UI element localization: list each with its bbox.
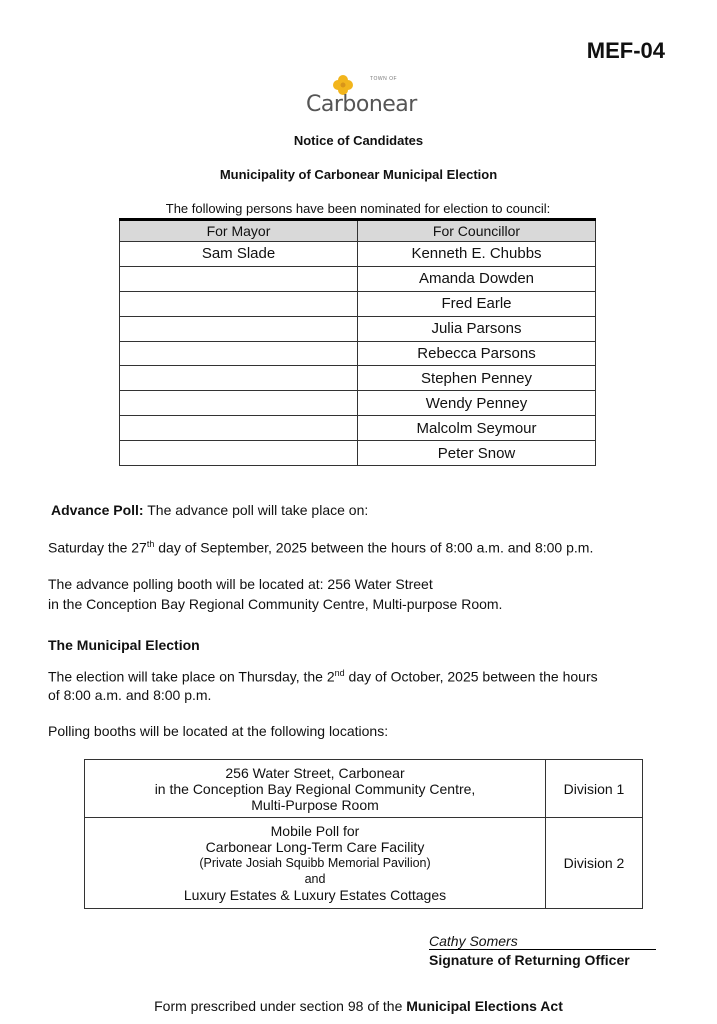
table-row	[120, 416, 596, 441]
table-row	[120, 366, 596, 391]
municipal-election-heading: The Municipal Election	[48, 637, 200, 653]
poll-1-line: in the Conception Bay Regional Community Centre,	[154, 780, 476, 797]
councillor-cell: Fred Earle	[358, 291, 596, 316]
councillor-cell: Peter Snow	[358, 441, 596, 466]
table-row	[120, 242, 596, 267]
page-title: Notice of Candidates	[293, 133, 424, 148]
table-row	[120, 266, 596, 291]
logo-town-text: TOWN OF	[370, 76, 398, 82]
mayor-cell	[120, 416, 358, 441]
header-mayor: For Mayor	[120, 220, 358, 242]
form-code: MEF-04	[586, 38, 665, 63]
poll-1-line: Multi-Purpose Room	[251, 796, 379, 813]
table-row	[85, 760, 643, 818]
poll-division-2: Division 2	[546, 818, 643, 909]
header-councillor: For Councillor	[358, 220, 596, 242]
councillor-cell: Stephen Penney	[358, 366, 596, 391]
town-logo	[306, 74, 417, 122]
intro-text: The following persons have been nominated for election to council:	[165, 201, 551, 216]
councillor-cell: Malcolm Seymour	[358, 416, 596, 441]
advance-location-line-2: in the Conception Bay Regional Community Centre, Multi-purpose Room.	[48, 596, 503, 612]
poll-2-line: (Private Josiah Squibb Memorial Pavilion)	[199, 856, 431, 870]
mayor-cell	[120, 366, 358, 391]
mayor-cell	[120, 441, 358, 466]
returning-officer-name: Cathy Somers	[429, 933, 656, 950]
poll-location-1	[85, 760, 546, 818]
table-row	[120, 316, 596, 341]
election-date-line-2: of 8:00 a.m. and 8:00 p.m.	[48, 687, 212, 703]
councillor-cell: Amanda Dowden	[358, 266, 596, 291]
table-row	[120, 391, 596, 416]
poll-location-2	[85, 818, 546, 909]
election-date-sup: nd	[334, 668, 345, 678]
advance-poll-label: Advance Poll:	[51, 502, 144, 518]
mayor-cell	[120, 341, 358, 366]
election-date-line-1	[48, 668, 598, 685]
table-header-row	[120, 220, 596, 242]
poll-2-line: Luxury Estates & Luxury Estates Cottages	[183, 887, 447, 903]
footer-act: Municipal Elections Act	[406, 998, 563, 1014]
advance-poll-date	[48, 539, 593, 556]
poll-2-line: Mobile Poll for	[270, 823, 360, 839]
table-row	[120, 441, 596, 466]
mayor-cell: Sam Slade	[120, 242, 358, 267]
advance-date-sup: th	[146, 539, 155, 549]
footer-text	[0, 998, 717, 1014]
advance-location-line-1: The advance polling booth will be located at: 256 Water Street	[48, 576, 433, 592]
mayor-cell	[120, 291, 358, 316]
logo-name: Carbonear	[306, 92, 417, 117]
footer-prefix: Form prescribed under section 98 of the	[154, 998, 407, 1014]
election-date-pre: The election will take place on Thursday, the 2	[48, 668, 335, 685]
poll-1-line: 256 Water Street, Carbonear	[225, 764, 405, 781]
advance-poll-text: The advance poll will take place on:	[147, 502, 369, 518]
candidates-table	[119, 218, 596, 466]
poll-2-line: and	[304, 872, 326, 886]
table-row	[120, 291, 596, 316]
table-row	[120, 341, 596, 366]
poll-division-1: Division 1	[546, 760, 643, 818]
councillor-cell: Kenneth E. Chubbs	[358, 242, 596, 267]
advance-poll-intro	[51, 502, 368, 518]
polling-locations-table	[84, 759, 643, 909]
mayor-cell	[120, 266, 358, 291]
page-subtitle: Municipality of Carbonear Municipal Election	[219, 167, 498, 182]
mayor-cell	[120, 316, 358, 341]
election-date-post: day of October, 2025 between the hours	[344, 668, 598, 685]
poll-2-line: Carbonear Long-Term Care Facility	[205, 839, 425, 855]
table-row	[85, 818, 643, 909]
mayor-cell	[120, 391, 358, 416]
councillor-cell: Wendy Penney	[358, 391, 596, 416]
advance-date-post: day of September, 2025 between the hours of 8:00 a.m. and 8:00 p.m.	[154, 539, 594, 556]
polling-booths-intro: Polling booths will be located at the following locations:	[48, 723, 389, 739]
signature-label: Signature of Returning Officer	[429, 952, 630, 968]
councillor-cell: Rebecca Parsons	[358, 341, 596, 366]
councillor-cell: Julia Parsons	[358, 316, 596, 341]
advance-date-pre: Saturday the 27	[48, 539, 147, 556]
